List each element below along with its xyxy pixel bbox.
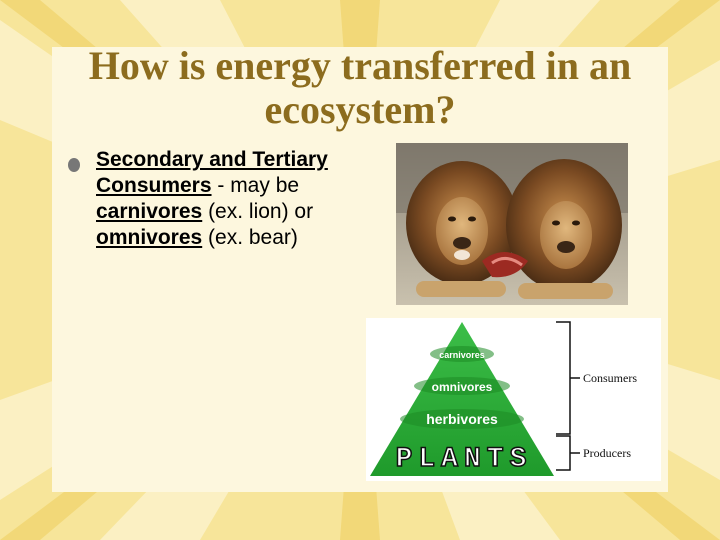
bullet-text-part: - may be [211,174,300,197]
term-secondary-tertiary-consumers: Secondary and Tertiary Consumers [96,148,328,197]
bullet-text-part: (ex. bear) [202,226,298,249]
food-pyramid-diagram [366,318,661,481]
pyramid-level-carnivores: carnivores [439,350,485,360]
bullet-text [96,147,351,251]
producers-label: Producers [583,446,631,460]
consumers-label: Consumers [583,371,637,385]
term-carnivores: carnivores [96,200,203,223]
pyramid-level-herbivores: herbivores [426,411,498,427]
slide-title: How is energy transferred in an ecosystem? [88,43,632,132]
lions-photo [396,143,628,305]
pyramid-level-omnivores: omnivores [431,380,493,394]
bullet-marker [68,158,80,172]
term-omnivores: omnivores [96,226,203,249]
bullet-text-part: (ex. lion) or [202,200,314,223]
pyramid-level-plants: PLANTS [395,444,533,475]
